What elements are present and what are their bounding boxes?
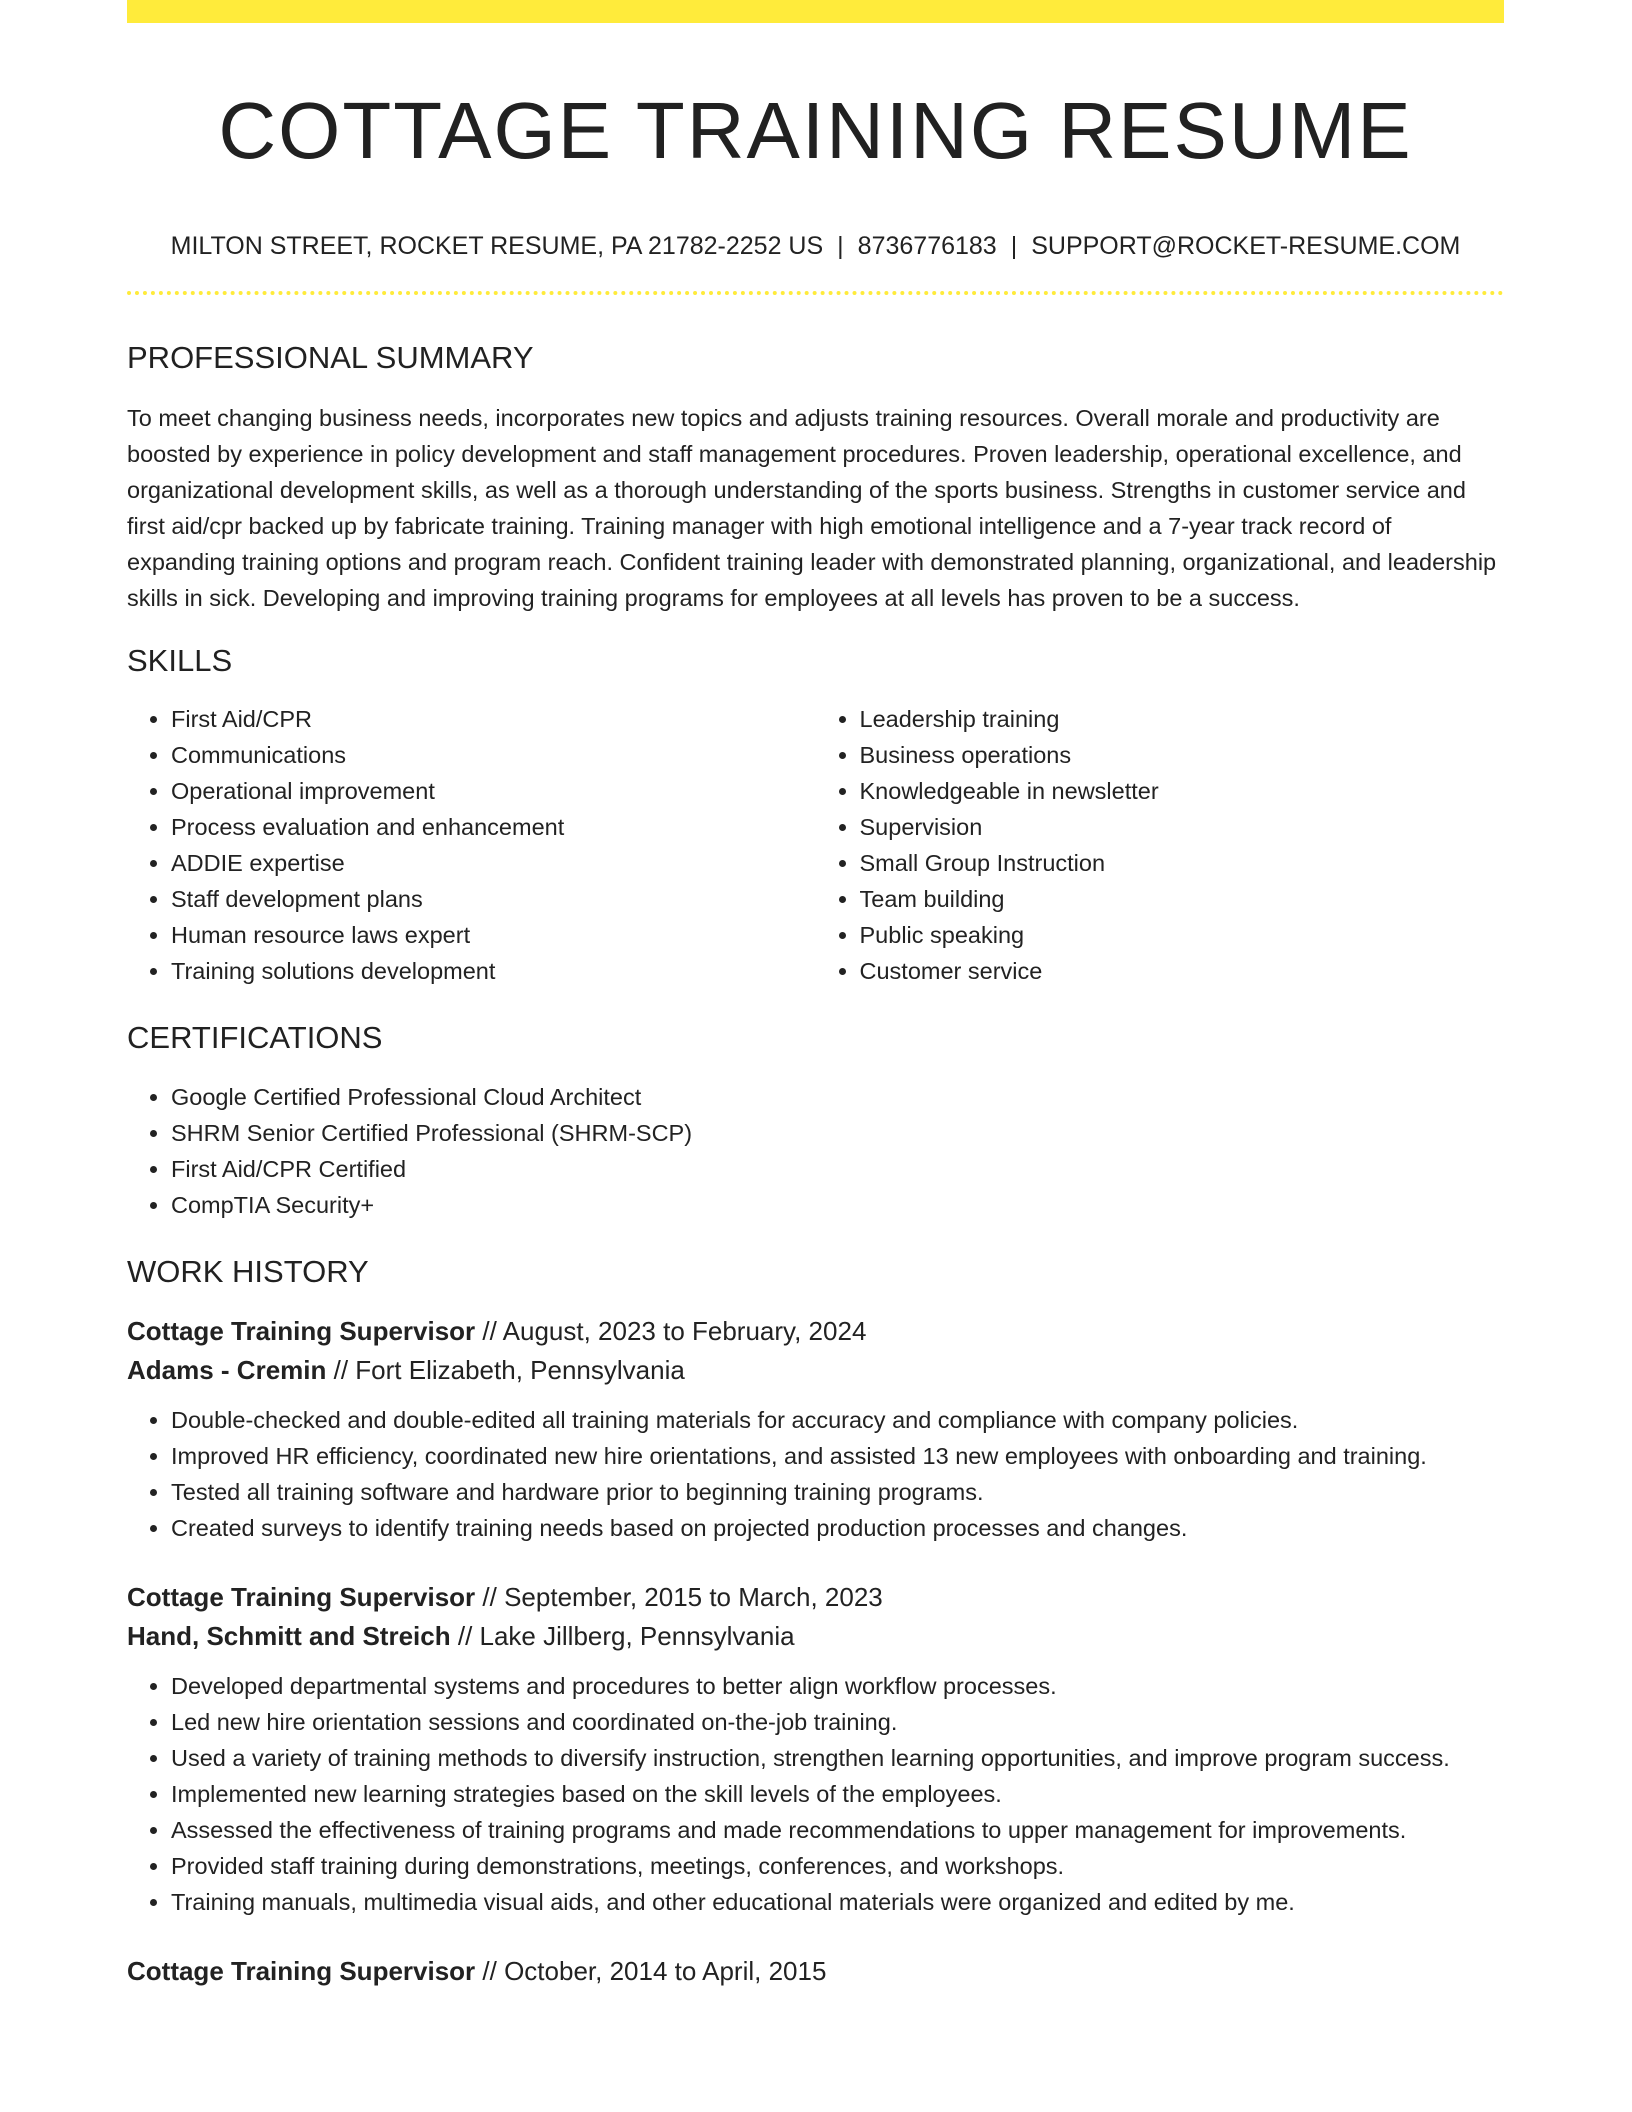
job-company-line xyxy=(127,1617,1504,1656)
skill-item: • Small Group Instruction xyxy=(860,845,1505,881)
job-bullets xyxy=(127,1402,1504,1546)
job-bullet: • Implemented new learning strategies based on the skill levels of the employees. xyxy=(171,1776,1504,1812)
job-role: Cottage Training Supervisor xyxy=(127,1315,476,1346)
skill-item: • Supervision xyxy=(860,809,1505,845)
job-bullet: • Training manuals, multimedia visual aids, and other educational materials were organized and edited by me. xyxy=(171,1884,1504,1920)
contact-separator: | xyxy=(1010,232,1018,260)
section-title-skills: SKILLS xyxy=(127,643,233,679)
job-company-line xyxy=(127,1351,1504,1390)
certifications-list xyxy=(127,1079,1504,1223)
contact-line xyxy=(127,231,1504,261)
job-dates: // October, 2014 to April, 2015 xyxy=(482,1955,827,1986)
skills-column-left xyxy=(127,701,816,989)
certification-item: • SHRM Senior Certified Professional (SHRM-SCP) xyxy=(171,1115,1504,1151)
section-title-certifications: CERTIFICATIONS xyxy=(127,1020,383,1056)
job-role-line xyxy=(127,1952,1504,1991)
job-role-line xyxy=(127,1578,1504,1617)
dotted-divider xyxy=(127,291,1504,295)
resume-page xyxy=(127,0,1504,1991)
job-dates: // September, 2015 to March, 2023 xyxy=(482,1581,883,1612)
job-bullet: • Led new hire orientation sessions and coordinated on-the-job training. xyxy=(171,1704,1504,1740)
job-company: Adams - Cremin xyxy=(127,1354,327,1385)
skill-item: • Customer service xyxy=(860,953,1505,989)
contact-address: MILTON STREET, ROCKET RESUME, PA 21782-2252 US xyxy=(170,232,824,260)
job-role: Cottage Training Supervisor xyxy=(127,1581,476,1612)
job-bullet: • Double-checked and double-edited all training materials for accuracy and compliance with company policies. xyxy=(171,1402,1504,1438)
job-dates: // August, 2023 to February, 2024 xyxy=(482,1315,867,1346)
job-bullet: • Developed departmental systems and procedures to better align workflow processes. xyxy=(171,1668,1504,1704)
job-bullets xyxy=(127,1668,1504,1920)
skills-column-right xyxy=(816,701,1505,989)
skills-list xyxy=(127,701,1504,989)
certification-item: • Google Certified Professional Cloud Architect xyxy=(171,1079,1504,1115)
job-company: Hand, Schmitt and Streich xyxy=(127,1620,451,1651)
certification-item: • CompTIA Security+ xyxy=(171,1187,1504,1223)
job-role: Cottage Training Supervisor xyxy=(127,1955,476,1986)
job-entry xyxy=(127,1952,1504,1991)
job-bullet: • Created surveys to identify training needs based on projected production processes and changes. xyxy=(171,1510,1504,1546)
skill-item: • Knowledgeable in newsletter xyxy=(860,773,1505,809)
skill-item: • Staff development plans xyxy=(171,881,816,917)
job-location: // Lake Jillberg, Pennsylvania xyxy=(457,1620,795,1651)
skill-item: • Team building xyxy=(860,881,1505,917)
skill-item: • Training solutions development xyxy=(171,953,816,989)
skill-item: • Human resource laws expert xyxy=(171,917,816,953)
skill-item: • Operational improvement xyxy=(171,773,816,809)
job-role-line xyxy=(127,1312,1504,1351)
job-bullet: • Assessed the effectiveness of training programs and made recommendations to upper management for improvements. xyxy=(171,1812,1504,1848)
job-bullet: • Used a variety of training methods to diversify instruction, strengthen learning opportunities, and improve program success. xyxy=(171,1740,1504,1776)
skill-item: • Public speaking xyxy=(860,917,1505,953)
job-bullet: • Improved HR efficiency, coordinated new hire orientations, and assisted 13 new employees with onboarding and training. xyxy=(171,1438,1504,1474)
skill-item: • Business operations xyxy=(860,737,1505,773)
section-title-summary: PROFESSIONAL SUMMARY xyxy=(127,340,534,375)
contact-phone: 8736776183 xyxy=(857,232,997,260)
job-bullet: • Tested all training software and hardware prior to beginning training programs. xyxy=(171,1474,1504,1510)
skill-item: • First Aid/CPR xyxy=(171,701,816,737)
resume-title: COTTAGE TRAINING RESUME xyxy=(218,86,1413,175)
top-accent-bar xyxy=(127,0,1504,23)
contact-email: SUPPORT@ROCKET-RESUME.COM xyxy=(1031,232,1461,260)
skill-item: • ADDIE expertise xyxy=(171,845,816,881)
skill-item: • Communications xyxy=(171,737,816,773)
job-entry xyxy=(127,1578,1504,1920)
skill-item: • Process evaluation and enhancement xyxy=(171,809,816,845)
job-entry xyxy=(127,1312,1504,1546)
summary-text: To meet changing business needs, incorporates new topics and adjusts training resources. Overall morale and productivity are boosted by experience in policy development and staff management procedures. Proven leadership, operational excellence, and organizational development skills, as well as a thorough understanding of the sports business. Strengths in customer service and first aid/cpr backed up by fabricate training. Training manager with high emotional intelligence and a 7-year track record of expanding training options and program reach. Confident training leader with demonstrated planning, organizational, and leadership skills in sick. Developing and improving training programs for employees at all levels has proven to be a success. xyxy=(127,405,1497,612)
job-bullet: • Provided staff training during demonstrations, meetings, conferences, and workshops. xyxy=(171,1848,1504,1884)
section-title-work-history: WORK HISTORY xyxy=(127,1253,369,1289)
job-location: // Fort Elizabeth, Pennsylvania xyxy=(333,1354,685,1385)
contact-separator: | xyxy=(837,232,844,260)
skill-item: • Leadership training xyxy=(860,701,1505,737)
certification-item: • First Aid/CPR Certified xyxy=(171,1151,1504,1187)
